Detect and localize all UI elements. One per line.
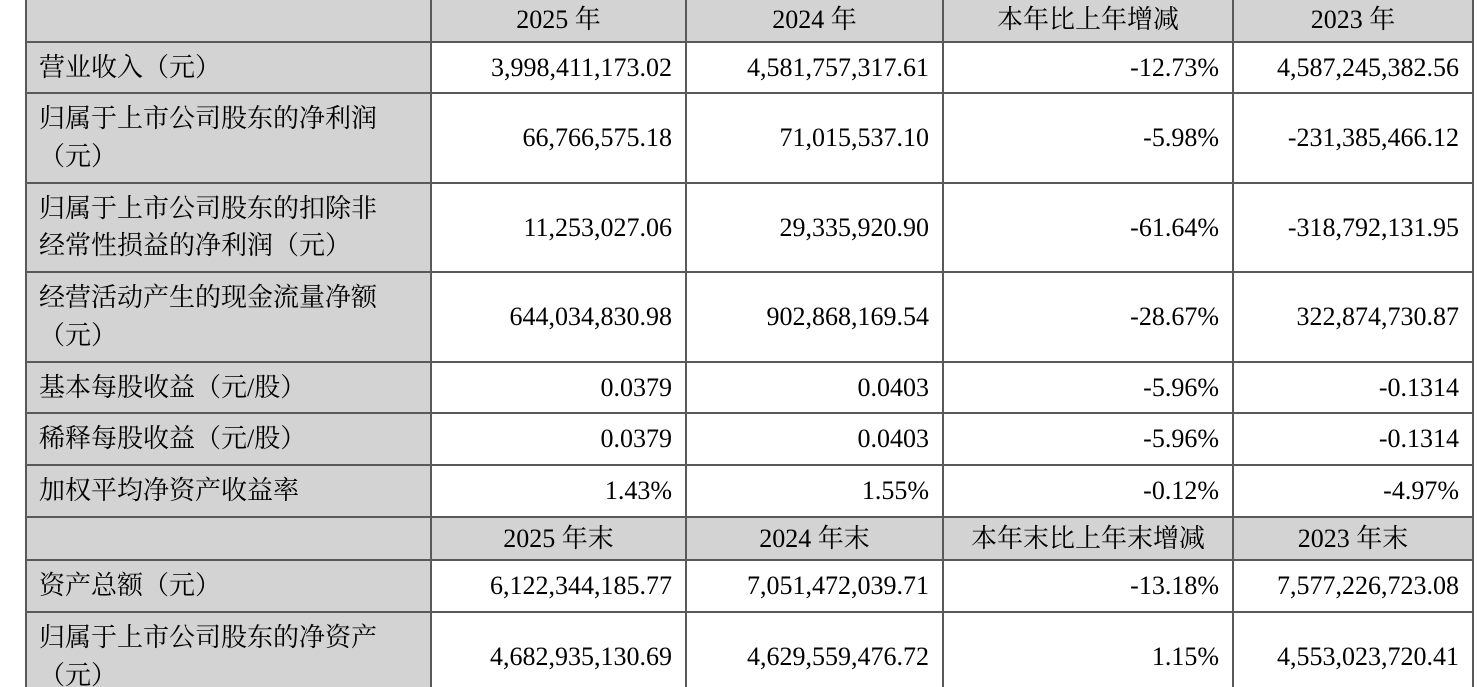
header-2025: 2025 年 — [431, 0, 686, 42]
row-label: 归属于上市公司股东的净资产（元） — [26, 612, 431, 687]
row-diluted-eps — [26, 413, 1473, 465]
value-2025: 4,682,935,130.69 — [431, 612, 686, 687]
row-operating-cash-flow — [26, 272, 1473, 361]
value-change: -5.96% — [943, 362, 1233, 414]
value-change: -13.18% — [943, 560, 1233, 612]
value-2025: 0.0379 — [431, 413, 686, 465]
value-2023: 4,553,023,720.41 — [1233, 612, 1473, 687]
annual-header-row — [26, 0, 1473, 42]
value-2024: 4,581,757,317.61 — [686, 42, 943, 94]
value-2025: 644,034,830.98 — [431, 272, 686, 361]
value-2025: 11,253,027.06 — [431, 183, 686, 272]
value-2024: 902,868,169.54 — [686, 272, 943, 361]
value-2024: 7,051,472,039.71 — [686, 560, 943, 612]
row-label: 资产总额（元） — [26, 560, 431, 612]
value-2023: -231,385,466.12 — [1233, 93, 1473, 182]
header-2023: 2023 年 — [1233, 0, 1473, 42]
value-2025: 0.0379 — [431, 362, 686, 414]
row-label: 基本每股收益（元/股） — [26, 362, 431, 414]
value-2023: -0.1314 — [1233, 413, 1473, 465]
value-2023: -4.97% — [1233, 465, 1473, 517]
header-2025-year-end: 2025 年末 — [431, 517, 686, 561]
value-2023: -0.1314 — [1233, 362, 1473, 414]
value-change: -0.12% — [943, 465, 1233, 517]
header-2023-year-end: 2023 年末 — [1233, 517, 1473, 561]
header-2024: 2024 年 — [686, 0, 943, 42]
value-change: -5.96% — [943, 413, 1233, 465]
value-change: -12.73% — [943, 42, 1233, 94]
row-basic-eps — [26, 362, 1473, 414]
row-label: 稀释每股收益（元/股） — [26, 413, 431, 465]
row-label: 经营活动产生的现金流量净额（元） — [26, 272, 431, 361]
value-2023: 322,874,730.87 — [1233, 272, 1473, 361]
value-2023: 7,577,226,723.08 — [1233, 560, 1473, 612]
value-2025: 3,998,411,173.02 — [431, 42, 686, 94]
value-change: 1.15% — [943, 612, 1233, 687]
header-yoy-change: 本年比上年增减 — [943, 0, 1233, 42]
header-blank-cell — [26, 0, 431, 42]
value-2024: 0.0403 — [686, 413, 943, 465]
value-2023: 4,587,245,382.56 — [1233, 42, 1473, 94]
row-label: 营业收入（元） — [26, 42, 431, 94]
row-total-assets — [26, 560, 1473, 612]
value-2024: 0.0403 — [686, 362, 943, 414]
value-change: -5.98% — [943, 93, 1233, 182]
row-label: 加权平均净资产收益率 — [26, 465, 431, 517]
value-2024: 29,335,920.90 — [686, 183, 943, 272]
row-net-assets — [26, 612, 1473, 687]
value-change: -28.67% — [943, 272, 1233, 361]
row-revenue — [26, 42, 1473, 94]
value-change: -61.64% — [943, 183, 1233, 272]
row-net-profit-deducted — [26, 183, 1473, 272]
financial-summary-table — [25, 0, 1474, 687]
value-2024: 4,629,559,476.72 — [686, 612, 943, 687]
row-net-profit — [26, 93, 1473, 182]
header-year-end-change: 本年末比上年末增减 — [943, 517, 1233, 561]
value-2023: -318,792,131.95 — [1233, 183, 1473, 272]
value-2024: 71,015,537.10 — [686, 93, 943, 182]
row-label: 归属于上市公司股东的扣除非经常性损益的净利润（元） — [26, 183, 431, 272]
header-2024-year-end: 2024 年末 — [686, 517, 943, 561]
value-2025: 1.43% — [431, 465, 686, 517]
value-2025: 6,122,344,185.77 — [431, 560, 686, 612]
row-label: 归属于上市公司股东的净利润（元） — [26, 93, 431, 182]
value-2024: 1.55% — [686, 465, 943, 517]
year-end-header-row — [26, 517, 1473, 561]
header-blank-cell — [26, 517, 431, 561]
row-weighted-average-roe — [26, 465, 1473, 517]
value-2025: 66,766,575.18 — [431, 93, 686, 182]
